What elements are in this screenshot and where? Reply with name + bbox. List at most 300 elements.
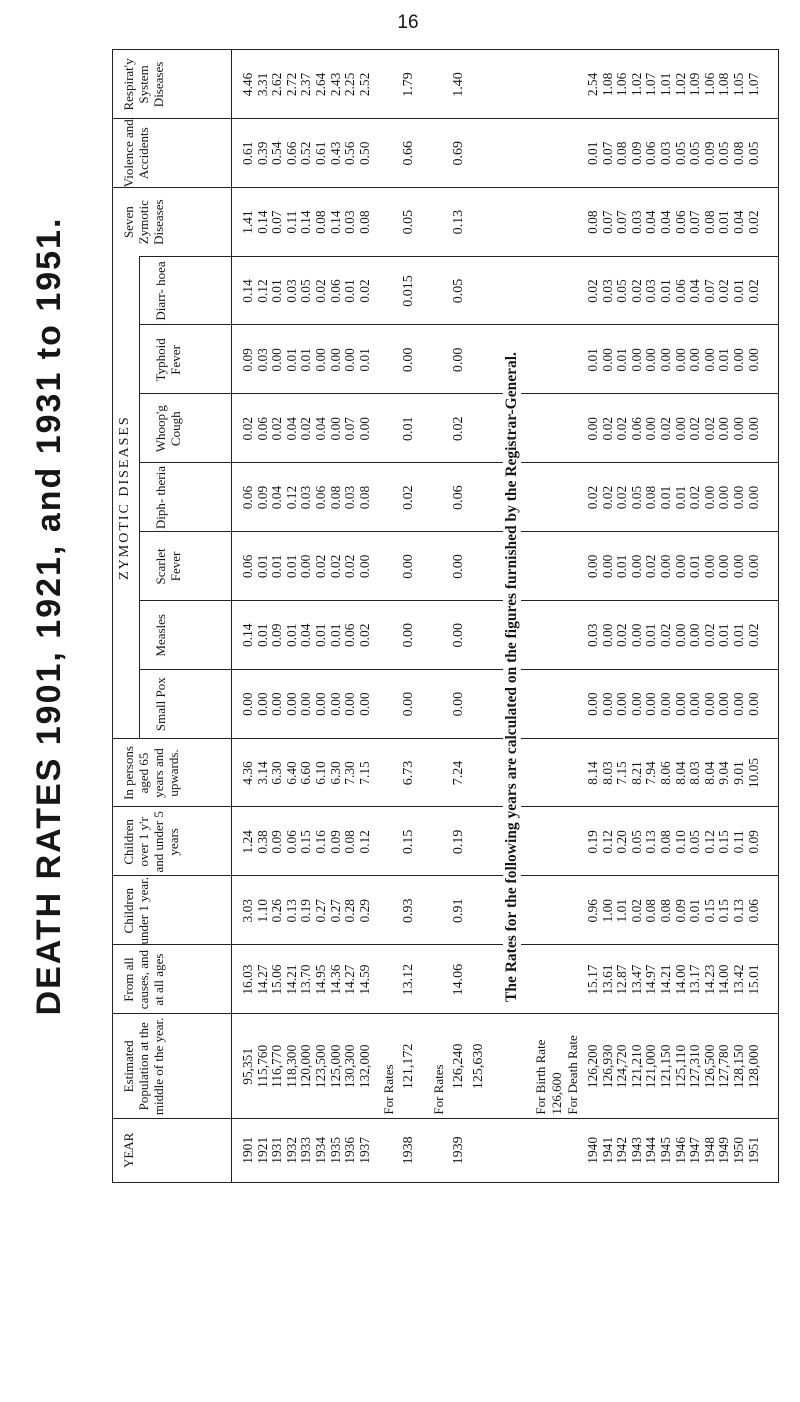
table-cell: 0.12 [283,485,299,510]
table-cell: 4.46 [240,72,255,97]
table-cell: 0.00 [585,692,600,716]
table-cell: 1934 [312,1136,328,1164]
table-cell: 2.62 [269,72,285,97]
data-column [586,119,761,188]
table-cell: 1.07 [643,72,659,97]
table-cell: 1949 [716,1136,732,1164]
table-cell: 1933 [298,1136,314,1164]
table-cell: 0.50 [356,141,372,166]
table-cell: 0.09 [327,830,343,854]
table-cell: 0.00 [687,348,703,372]
table-cell: 0.06 [327,279,343,303]
table-cell: 0.01 [716,210,732,234]
data-column [586,1014,761,1119]
table-cell: 1937 [356,1136,372,1164]
table-cell: 0.12 [701,830,717,854]
data-column [586,463,761,532]
table-cell: 1951 [745,1136,761,1164]
death-rates-table [112,49,779,1183]
table-cell: 0.02 [401,485,416,510]
data-column [586,670,761,739]
table-cell: 0.00 [599,554,615,579]
table-cell: 0.00 [745,417,761,441]
table-cell: 0.06 [672,279,688,303]
table-cell: 0.01 [283,554,299,579]
table-cell: 0.00 [356,554,372,579]
table-cell: 0.00 [401,554,416,579]
table-cell: 6.30 [327,761,343,785]
landscape-content [18,49,779,1183]
table-cell: 0.12 [599,830,615,854]
table-cell: 0.00 [745,348,761,372]
table-cell: 0.03 [342,485,358,510]
table-cell: 0.03 [585,623,600,648]
table-cell: 0.00 [451,691,466,717]
table-cell: 0.01 [269,554,285,579]
table-cell: 0.07 [701,279,717,303]
table-cell: 0.07 [599,210,615,234]
table-cell: 0.09 [269,830,285,854]
table-cell: 0.00 [643,417,659,441]
table-cell: 1948 [701,1136,717,1164]
table-cell: 0.08 [356,485,372,510]
table-cell: 0.06 [643,141,659,166]
table-cell: 120,000 [298,1044,314,1089]
table-cell: 0.08 [730,141,746,166]
table-cell: 0.91 [451,898,466,923]
table-cell: 0.01 [730,623,746,648]
table-cell: 0.05 [672,141,688,166]
table-cell: 0.02 [643,554,659,579]
column-header: Estimated Population at the middle of the year. [121,1017,166,1116]
table-cell: 0.08 [327,485,343,510]
data-column [241,1014,372,1119]
table-cell: 0.07 [342,417,358,441]
table-cell: 0.01 [585,348,600,372]
table-cell: 0.00 [628,554,644,579]
table-cell: 0.02 [356,623,372,648]
table-cell: 1944 [643,1136,659,1164]
table-cell: 0.14 [254,210,270,234]
data-column [586,394,761,463]
table-cell: 0.00 [716,554,732,579]
table-cell: 1935 [327,1136,343,1164]
data-column [241,119,372,188]
table-cell: 0.00 [643,692,659,716]
table-cell: 0.00 [254,692,270,716]
table-cell: 0.07 [269,210,285,234]
table-cell: 0.00 [701,554,717,579]
table-cell: 0.07 [614,210,630,234]
table-cell: 14.00 [672,964,688,995]
table-cell: 1941 [599,1136,615,1164]
table-cell: 0.19 [298,899,314,923]
table-cell: 0.01 [614,554,630,579]
table-cell: 0.01 [283,623,299,648]
table-cell: 0.00 [657,554,673,579]
table-cell: 0.01 [687,554,703,579]
table-cell: 13.12 [401,963,416,996]
table-cell: 0.04 [687,279,703,303]
rate-basis-label: For Birth Rate [533,1039,548,1115]
column-header: Children under 1 year. [121,876,151,945]
data-column [586,601,761,670]
page-number: 16 [397,12,419,33]
table-cell: 0.02 [599,417,615,441]
table-cell: 6.30 [269,761,285,785]
column-header: Typhoid Fever [153,338,183,382]
table-cell: 0.00 [628,692,644,716]
table-cell: 132,000 [356,1044,372,1089]
table-cell: 1921 [254,1136,270,1164]
table-cell: 8.14 [585,761,600,785]
table-cell: 0.01 [672,485,688,510]
table-cell: 0.03 [657,141,673,166]
table-cell: 0.20 [614,830,630,854]
column-header: Whoop'g Cough [153,405,183,453]
year-cell: 1939 [451,1136,466,1165]
table-cell: 0.01 [730,279,746,303]
table-cell: 0.00 [327,692,343,716]
table-cell: 3.03 [240,899,255,923]
table-cell: 1943 [628,1136,644,1164]
table-cell: 0.06 [745,899,761,923]
table-cell: 1.09 [687,72,703,97]
table-cell: 13.61 [599,964,615,995]
table-cell: 15.06 [269,964,285,995]
table-cell: 0.61 [240,141,255,166]
table-cell: 0.06 [628,417,644,441]
table-cell: 0.02 [312,279,328,303]
table-cell: 12.87 [614,964,630,995]
column-header: Scarlet Fever [153,548,183,585]
table-cell: 0.38 [254,830,270,854]
table-cell: 0.015 [401,275,416,307]
year-cell: 1938 [401,1136,416,1165]
data-column [241,188,372,257]
table-cell: 0.00 [342,348,358,372]
table-cell: 0.04 [298,623,314,648]
table-cell: 0.02 [585,279,600,303]
table-cell: 6.40 [283,761,299,785]
table-cell: 1940 [585,1136,600,1164]
population-cell: 126,240 [451,1043,466,1090]
table-cell: 8.21 [628,761,644,785]
table-cell: 0.00 [269,348,285,372]
table-cell: 1.08 [599,72,615,97]
table-cell: 0.14 [240,279,255,303]
table-cell: 0.00 [730,348,746,372]
table-cell: 0.00 [628,348,644,372]
table-cell: 0.01 [657,279,673,303]
table-cell: 0.01 [269,279,285,303]
data-column [586,325,761,394]
table-cell: 0.01 [254,623,270,648]
table-cell: 14.97 [643,964,659,995]
table-cell: 1936 [342,1136,358,1164]
table-cell: 0.02 [701,417,717,441]
table-cell: 0.01 [283,348,299,372]
table-cell: 0.05 [745,141,761,166]
table-cell: 0.01 [298,348,314,372]
table-cell: 14.06 [451,963,466,996]
table-cell: 0.02 [327,554,343,579]
table-cell: 14.23 [701,964,717,995]
table-cell: 6.10 [312,761,328,785]
table-cell: 0.05 [298,279,314,303]
table-cell: 16.03 [240,964,255,995]
table-cell: 0.00 [687,623,703,648]
table-cell: 0.08 [342,830,358,854]
table-cell: 121,000 [643,1044,659,1089]
table-cell: 0.52 [298,141,314,166]
table-cell: 0.02 [298,417,314,441]
table-cell: 0.00 [327,417,343,441]
table-cell: 0.01 [312,623,328,648]
table-cell: 0.05 [628,830,644,854]
data-column [241,670,372,739]
table-cell: 0.39 [254,141,270,166]
table-cell: 1901 [240,1136,255,1164]
table-cell: 1.24 [240,830,255,854]
rate-basis-label: 126,600 [549,1072,564,1115]
table-cell: 0.02 [240,417,255,441]
table-cell: 1.00 [599,899,615,923]
table-cell: 0.01 [254,554,270,579]
table-cell: 0.01 [643,623,659,648]
table-cell: 0.08 [312,210,328,234]
table-cell: 127,310 [687,1044,703,1089]
table-cell: 0.00 [716,417,732,441]
table-cell: 1.05 [730,72,746,97]
table-cell: 0.13 [283,899,299,923]
table-cell: 3.14 [254,761,270,785]
table-cell: 0.26 [269,899,285,923]
table-cell: 1.06 [614,72,630,97]
table-cell: 0.04 [312,417,328,441]
table-cell: 14.59 [356,964,372,995]
table-cell: 0.13 [451,209,466,235]
zymotic-group-header: ZYMOTIC DISEASES [117,415,132,580]
data-column [241,876,372,945]
table-cell: 0.02 [312,554,328,579]
column-header: Measles [153,614,168,657]
table-cell: 0.00 [585,417,600,441]
data-column [586,532,761,601]
table-cell: 0.00 [672,348,688,372]
table-cell: 0.29 [356,899,372,923]
data-column [586,945,761,1014]
table-cell: 128,000 [745,1044,761,1089]
table-cell: 0.01 [342,279,358,303]
table-cell: 0.09 [628,141,644,166]
table-cell: 0.09 [240,348,255,372]
table-cell: 0.08 [614,141,630,166]
table-cell: 0.04 [643,210,659,234]
table-cell: 0.12 [356,830,372,854]
table-cell: 0.00 [716,485,732,510]
table-cell: 0.27 [327,899,343,923]
table-cell: 8.04 [672,761,688,785]
table-cell: 6.60 [298,761,314,785]
table-cell: 2.25 [342,72,358,97]
table-cell: 0.00 [298,692,314,716]
table-cell: 15.17 [585,964,600,995]
table-cell: 125,000 [327,1044,343,1089]
header-divider [231,50,232,1182]
table-cell: 0.03 [643,279,659,303]
table-cell: 14.95 [312,964,328,995]
table-cell: 1947 [687,1136,703,1164]
rotated-page [18,49,779,1183]
table-cell: 14.21 [283,964,299,995]
table-cell: 0.01 [356,348,372,372]
table-cell: 0.14 [298,210,314,234]
column-header: Children over 1 y'r and under 5 years [121,811,181,873]
table-cell: 0.12 [254,279,270,303]
table-cell: 0.96 [585,899,600,923]
table-cell: 116,770 [269,1044,285,1088]
table-cell: 0.00 [298,554,314,579]
table-cell: 0.05 [614,279,630,303]
column-header: Diarr- hoea [153,261,168,321]
table-cell: 0.02 [614,485,630,510]
table-cell: 0.15 [716,830,732,854]
table-cell: 0.05 [716,141,732,166]
table-cell: 0.10 [672,830,688,854]
table-cell: 0.00 [628,623,644,648]
table-cell: 0.02 [356,279,372,303]
table-cell: 0.00 [730,485,746,510]
table-cell: 0.66 [283,141,299,166]
table-cell: 0.02 [687,417,703,441]
table-cell: 0.02 [657,623,673,648]
data-column [241,325,372,394]
table-cell: 0.09 [672,899,688,923]
table-cell: 0.01 [401,416,416,441]
table-cell: 0.61 [312,141,328,166]
table-cell: 0.00 [672,623,688,648]
table-cell: 0.05 [687,141,703,166]
table-cell: 126,200 [585,1044,600,1089]
table-cell: 1.02 [672,72,688,97]
table-cell: 0.00 [701,692,717,716]
table-cell: 0.02 [745,623,761,648]
table-cell: 1942 [614,1136,630,1164]
table-cell: 2.54 [585,72,600,97]
table-cell: 2.64 [312,72,328,97]
table-cell: 0.00 [585,554,600,579]
table-cell: 0.02 [687,485,703,510]
table-cell: 0.08 [643,485,659,510]
table-cell: 0.08 [657,830,673,854]
table-cell: 0.09 [701,141,717,166]
table-cell: 8.06 [657,761,673,785]
table-cell: 0.02 [269,417,285,441]
table-cell: 124,720 [614,1044,630,1089]
table-cell: 0.00 [657,348,673,372]
table-cell: 0.00 [716,692,732,716]
table-cell: 8.03 [687,761,703,785]
table-cell: 0.05 [687,830,703,854]
table-cell: 0.09 [745,830,761,854]
table-cell: 14.27 [342,964,358,995]
table-cell: 0.00 [599,692,615,716]
table-cell: 0.06 [312,485,328,510]
table-cell: 1932 [283,1136,299,1164]
table-cell: 14.00 [716,964,732,995]
table-cell: 0.08 [701,210,717,234]
table-cell: 0.00 [730,417,746,441]
table-cell: 1.07 [745,72,761,97]
page-title: DEATH RATES 1901, 1921, and 1931 to 1951. [30,216,68,1016]
table-cell: 126,930 [599,1044,615,1089]
table-cell: 13.17 [687,964,703,995]
table-cell: 0.66 [401,141,416,166]
table-cell: 0.19 [451,829,466,855]
table-cell: 1.10 [254,899,270,923]
table-cell: 13.47 [628,964,644,995]
table-cell: 0.06 [283,830,299,854]
table-cell: 0.54 [269,141,285,166]
data-column [586,739,761,808]
data-column [241,739,372,808]
table-cell: 0.00 [283,692,299,716]
table-cell: 0.01 [716,348,732,372]
table-cell: 0.02 [628,279,644,303]
table-cell: 1950 [730,1136,746,1164]
table-cell: 0.00 [672,417,688,441]
data-column [241,463,372,532]
table-cell: 0.04 [730,210,746,234]
table-cell: 0.00 [657,692,673,716]
rate-basis-label: For Death Rate [565,1035,580,1115]
table-cell: 0.11 [730,830,746,854]
column-header: YEAR [121,1132,136,1169]
table-cell: 0.01 [657,485,673,510]
table-cell: 2.72 [283,72,299,97]
data-column [241,945,372,1014]
table-cell: 0.06 [342,623,358,648]
table-cell: 1.01 [614,899,630,923]
table-cell: 0.08 [585,210,600,234]
table-cell: 0.02 [585,485,600,510]
table-cell: 0.00 [356,417,372,441]
table-cell: 0.00 [451,554,466,579]
table-cell: 1946 [672,1136,688,1164]
table-cell: 0.15 [298,830,314,854]
table-cell: 0.05 [628,485,644,510]
table-cell: 95,351 [240,1047,255,1085]
table-cell: 121,150 [657,1044,673,1089]
data-column [586,876,761,945]
column-header: Respirat'y System Diseases [121,58,166,111]
table-cell: 0.00 [451,623,466,648]
table-cell: 115,760 [254,1044,270,1088]
table-cell: 0.00 [687,692,703,716]
table-cell: 0.02 [614,417,630,441]
table-cell: 0.07 [599,141,615,166]
table-cell: 0.00 [312,692,328,716]
table-cell: 0.02 [614,623,630,648]
table-cell: 0.05 [451,278,466,304]
table-cell: 13.42 [730,964,746,995]
table-cell: 0.00 [672,692,688,716]
table-cell: 14.36 [327,964,343,995]
table-cell: 0.11 [283,210,299,234]
table-cell: 0.93 [401,898,416,923]
table-cell: 1.06 [701,72,717,97]
